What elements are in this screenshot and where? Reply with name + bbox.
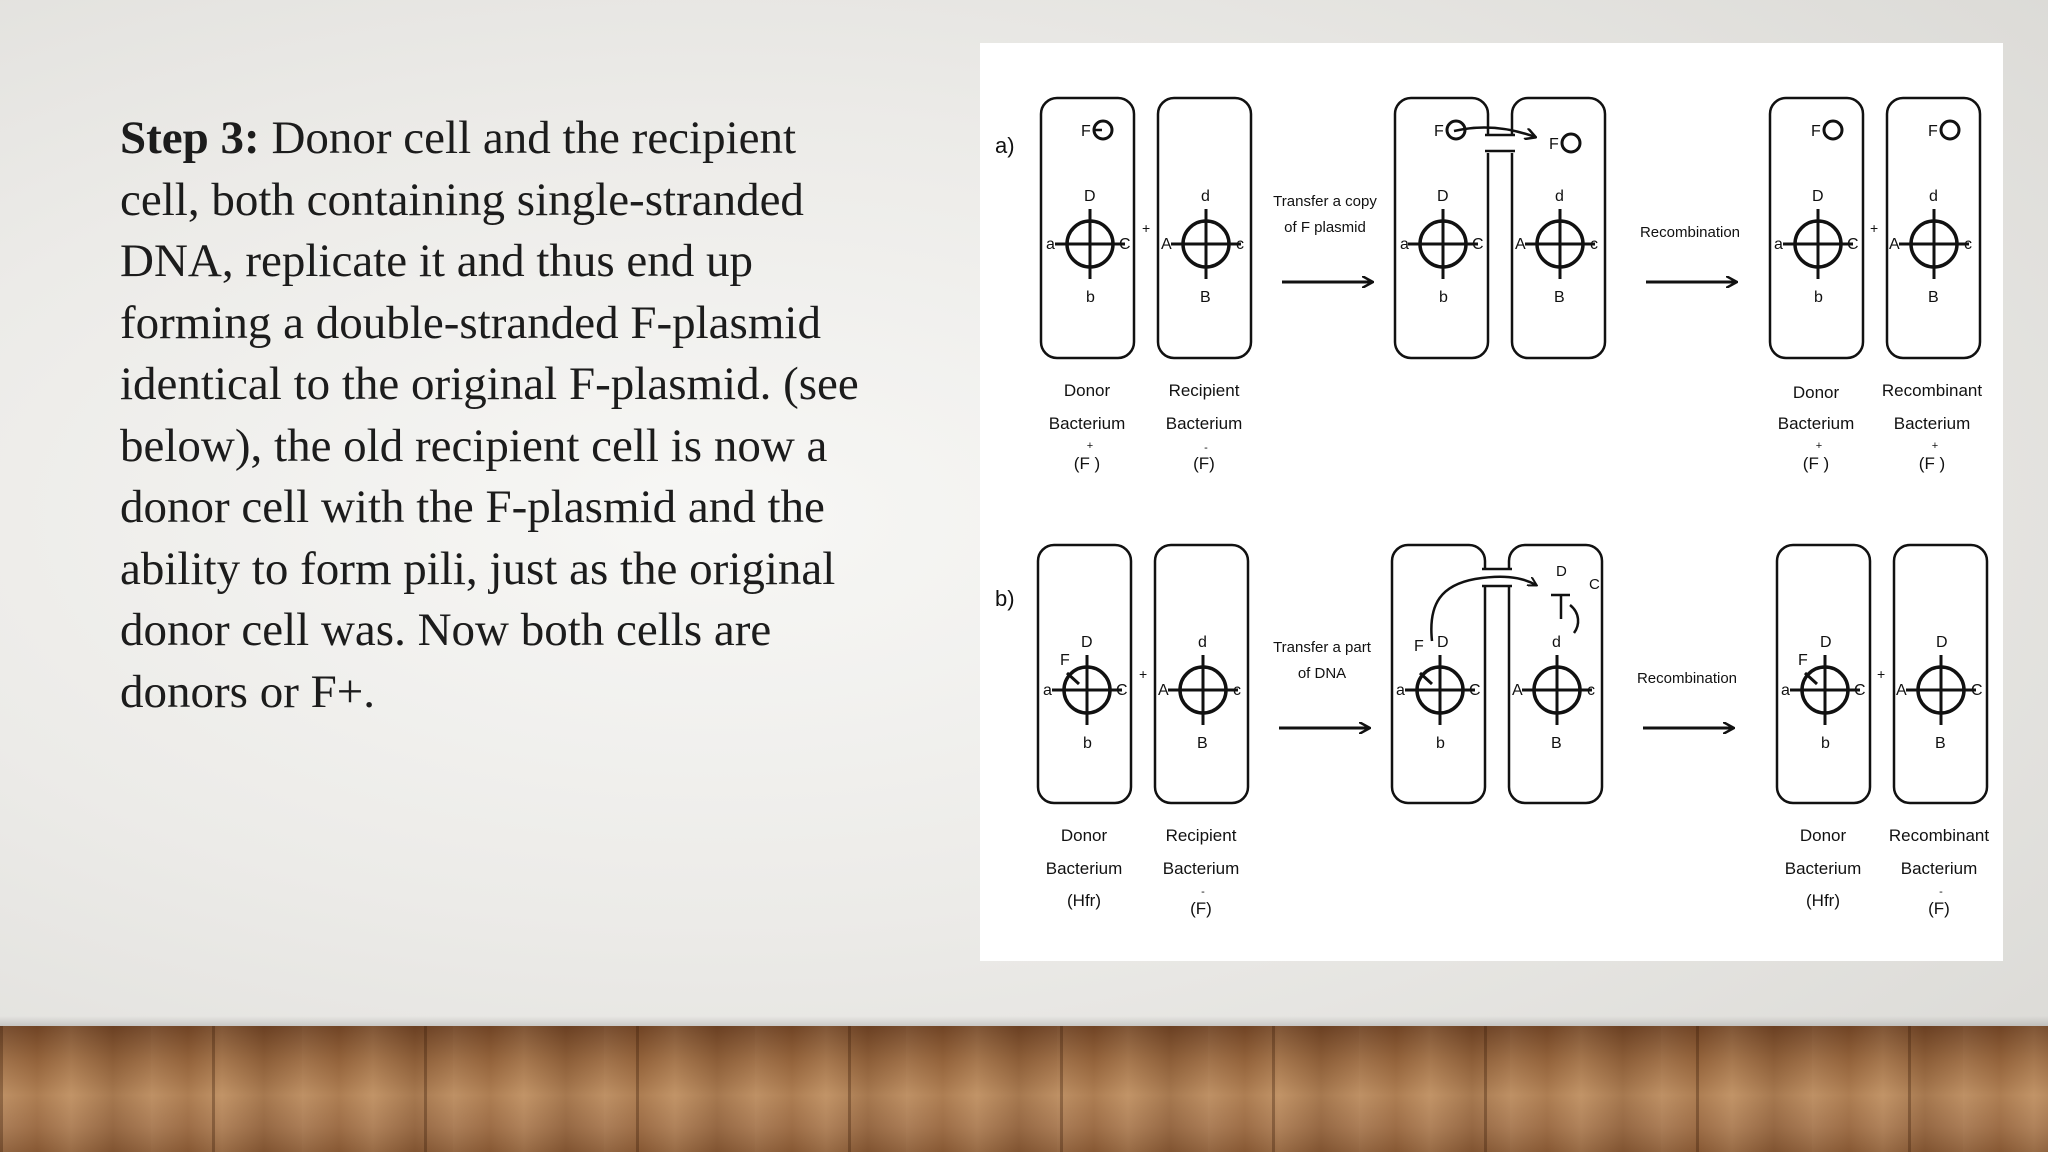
svg-text:c: c: [1236, 236, 1244, 253]
svg-text:a: a: [1396, 682, 1405, 699]
svg-text:Donor: Donor: [1060, 826, 1108, 845]
svg-text:b: b: [1436, 735, 1445, 752]
svg-text:D: D: [1437, 188, 1449, 205]
conjugation-diagram: [980, 43, 2003, 961]
svg-text:Bacterium: Bacterium: [1048, 414, 1126, 433]
svg-text:d: d: [1552, 634, 1561, 651]
svg-text:Donor: Donor: [1792, 383, 1840, 402]
svg-text:(F ): (F ): [1073, 454, 1101, 473]
svg-text:Bacterium: Bacterium: [1784, 859, 1862, 878]
caption-b-cell-4: [1889, 826, 1989, 918]
chromosome-b1: [1043, 634, 1128, 752]
transfer-label-a-2: of F plasmid: [1284, 219, 1366, 236]
svg-text:F: F: [1798, 652, 1808, 669]
svg-text:+: +: [1815, 440, 1823, 452]
svg-text:d: d: [1201, 188, 1210, 205]
svg-text:C: C: [1589, 576, 1600, 593]
plus-sign: +: [1139, 666, 1148, 682]
svg-text:C: C: [1847, 236, 1859, 253]
plus-sign: +: [1142, 220, 1151, 236]
svg-text:d: d: [1198, 634, 1207, 651]
svg-text:D: D: [1812, 188, 1824, 205]
chromosome-b3: [1396, 634, 1481, 752]
svg-text:Recombinant: Recombinant: [1881, 381, 1983, 400]
svg-text:C: C: [1472, 236, 1484, 253]
chromosome-a5: [1774, 188, 1859, 306]
svg-text:F: F: [1060, 652, 1070, 669]
svg-text:C: C: [1119, 236, 1131, 253]
f-label: F: [1928, 123, 1938, 140]
svg-text:C: C: [1116, 682, 1128, 699]
svg-text:c: c: [1590, 236, 1598, 253]
svg-text:D: D: [1437, 634, 1449, 651]
caption-b-cell-3: [1785, 826, 1862, 910]
chromosome-a1: [1046, 188, 1131, 306]
svg-text:(F ): (F ): [1918, 454, 1946, 473]
chromosome-b4: [1512, 634, 1595, 752]
caption-b-cell-2: [1163, 826, 1240, 918]
svg-text:+: +: [1931, 440, 1939, 452]
svg-text:B: B: [1200, 289, 1211, 306]
panel-b-tag: b): [995, 586, 1015, 611]
svg-text:B: B: [1935, 735, 1946, 752]
svg-text:a: a: [1781, 682, 1790, 699]
caption-a-cell-4: [1882, 381, 1982, 473]
recombination-label-a: Recombination: [1639, 224, 1741, 241]
svg-text:c: c: [1587, 682, 1595, 699]
svg-text:B: B: [1928, 289, 1939, 306]
svg-text:Bacterium: Bacterium: [1162, 859, 1240, 878]
step-description: Donor cell and the recipient cell, both containing single-stranded DNA, replicate it and thus end up forming a double-stranded F-plasmid identical to the original F-plasmid. (see below), the old recipient cell is now a donor cell with the F-plasmid and the ability to form pili, just as the original donor cell was. Now both cells are donors or F+.: [120, 112, 859, 718]
svg-text:A: A: [1158, 682, 1169, 699]
svg-text:D: D: [1081, 634, 1093, 651]
svg-text:d: d: [1929, 188, 1938, 205]
svg-text:Recombinant: Recombinant: [1888, 826, 1990, 845]
f-label: F: [1434, 123, 1444, 140]
step-heading: Step 3:: [120, 112, 260, 164]
wooden-floor: [0, 1026, 2048, 1152]
svg-text:Bacterium: Bacterium: [1777, 414, 1855, 433]
svg-text:A: A: [1515, 236, 1526, 253]
svg-text:d: d: [1555, 188, 1564, 205]
f-label: F: [1549, 136, 1559, 153]
chromosome-a6: [1889, 188, 1972, 306]
transferred-dna-fragment: [1551, 563, 1600, 633]
svg-text:A: A: [1896, 682, 1907, 699]
svg-text:-: -: [1939, 886, 1943, 898]
svg-text:Donor: Donor: [1799, 826, 1847, 845]
f-label: F: [1081, 123, 1091, 140]
svg-text:B: B: [1197, 735, 1208, 752]
svg-text:(F ): (F ): [1802, 454, 1830, 473]
chromosome-b2: [1158, 634, 1241, 752]
transfer-label-a-1: Transfer a copy: [1273, 193, 1377, 210]
svg-text:A: A: [1889, 236, 1900, 253]
svg-text:a: a: [1046, 236, 1055, 253]
svg-text:c: c: [1233, 682, 1241, 699]
chromosome-a4: [1515, 188, 1598, 306]
slide-body-text: [120, 108, 880, 723]
svg-text:B: B: [1551, 735, 1562, 752]
chromosome-b6: [1896, 634, 1983, 752]
svg-text:b: b: [1439, 289, 1448, 306]
panel-a-tag: a): [995, 133, 1015, 158]
svg-text:b: b: [1821, 735, 1830, 752]
caption-b-cell-1: [1046, 826, 1123, 910]
svg-text:Bacterium: Bacterium: [1045, 859, 1123, 878]
svg-text:D: D: [1556, 563, 1567, 580]
svg-text:Recipient: Recipient: [1168, 381, 1240, 400]
f-label: F: [1811, 123, 1821, 140]
transfer-label-b-1: Transfer a part: [1273, 639, 1371, 656]
svg-text:Recipient: Recipient: [1165, 826, 1237, 845]
svg-text:(F): (F): [1193, 454, 1215, 473]
svg-text:(F): (F): [1190, 899, 1212, 918]
svg-text:Bacterium: Bacterium: [1893, 414, 1971, 433]
svg-text:a: a: [1043, 682, 1052, 699]
svg-text:(Hfr): (Hfr): [1067, 891, 1101, 910]
recombination-label-b: Recombination: [1636, 670, 1738, 687]
svg-text:+: +: [1086, 440, 1094, 452]
f-plasmid-icon: [1562, 134, 1580, 152]
svg-text:C: C: [1469, 682, 1481, 699]
cell-b-donor: [1038, 545, 1131, 803]
svg-text:A: A: [1512, 682, 1523, 699]
svg-text:a: a: [1774, 236, 1783, 253]
plus-sign: +: [1870, 220, 1879, 236]
svg-text:-: -: [1201, 886, 1205, 898]
svg-text:F: F: [1414, 638, 1424, 655]
plus-sign: +: [1877, 666, 1886, 682]
svg-text:b: b: [1083, 735, 1092, 752]
caption-a-cell-2: [1166, 381, 1243, 473]
svg-text:-: -: [1204, 442, 1208, 454]
chromosome-a2: [1161, 188, 1244, 306]
svg-text:a: a: [1400, 236, 1409, 253]
svg-text:b: b: [1814, 289, 1823, 306]
svg-text:c: c: [1964, 236, 1972, 253]
svg-text:b: b: [1086, 289, 1095, 306]
conjugation-diagram-svg: [980, 43, 2003, 961]
svg-text:D: D: [1820, 634, 1832, 651]
caption-a-cell-1: [1049, 381, 1126, 473]
svg-text:(Hfr): (Hfr): [1806, 891, 1840, 910]
svg-text:D: D: [1936, 634, 1948, 651]
svg-text:(F): (F): [1928, 899, 1950, 918]
svg-text:Bacterium: Bacterium: [1900, 859, 1978, 878]
chromosome-a3: [1400, 188, 1484, 306]
svg-text:D: D: [1084, 188, 1096, 205]
svg-text:Bacterium: Bacterium: [1165, 414, 1243, 433]
caption-a-cell-3: [1778, 383, 1855, 473]
svg-text:A: A: [1161, 236, 1172, 253]
f-plasmid-icon: [1941, 121, 1959, 139]
transfer-label-b-2: of DNA: [1297, 665, 1347, 682]
f-plasmid-icon: [1824, 121, 1842, 139]
svg-text:C: C: [1854, 682, 1866, 699]
svg-text:Donor: Donor: [1063, 381, 1111, 400]
chromosome-b5: [1781, 634, 1866, 752]
svg-text:C: C: [1971, 682, 1983, 699]
svg-text:B: B: [1554, 289, 1565, 306]
